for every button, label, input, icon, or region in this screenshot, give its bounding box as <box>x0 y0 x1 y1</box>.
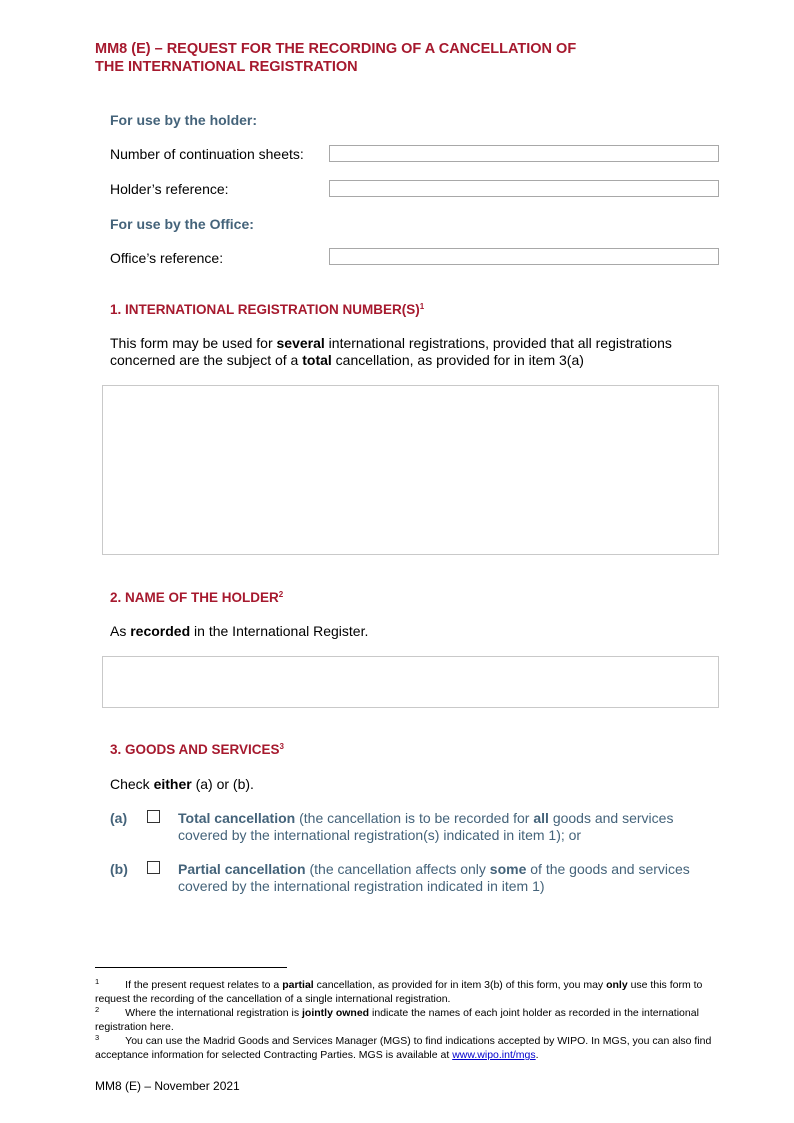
section-1-text: This form may be used for <box>110 335 277 351</box>
footnote-1-number: 1 <box>95 977 100 986</box>
footnote-2-bold-jointly-owned: jointly owned <box>302 1007 370 1019</box>
footnote-3-text: You can use the Madrid Goods and Services Manager (MGS) to find indications accepted by WIPO. In MGS, you can also find acceptance information for selected Contracting Parties. MGS is available at <box>95 1035 712 1061</box>
footnote-ref-1: 1 <box>419 302 425 311</box>
continuation-sheets-input[interactable] <box>329 145 719 162</box>
holder-use-heading: For use by the holder: <box>110 112 258 128</box>
option-a-bold-all: all <box>533 810 549 826</box>
section-2-text: in the International Register. <box>190 623 369 639</box>
section-1-description <box>110 335 720 369</box>
holder-reference-label: Holder’s reference: <box>110 181 229 197</box>
continuation-sheets-label: Number of continuation sheets: <box>110 146 304 162</box>
form-title <box>95 40 735 76</box>
form-title-line2: THE INTERNATIONAL REGISTRATION <box>95 59 358 75</box>
section-3-text: (a) or (b). <box>191 776 254 792</box>
holder-reference-input[interactable] <box>329 180 719 197</box>
total-cancellation-checkbox[interactable] <box>147 810 160 823</box>
holder-name-field[interactable] <box>102 656 719 708</box>
section-1-heading <box>110 302 424 317</box>
office-reference-input[interactable] <box>329 248 719 265</box>
option-b-desc: of the goods and services covered by the international registration indicated in item 1) <box>178 861 690 894</box>
section-1-text: international registrations, provided that all registrations concerned are the subject of a <box>110 335 672 368</box>
footnote-1 <box>95 975 720 1006</box>
footnote-3-text: . <box>535 1049 539 1061</box>
footnote-3-number: 3 <box>95 1033 100 1042</box>
footnote-1-text: cancellation, as provided for in item 3(b) of this form, you may <box>313 979 607 991</box>
section-3-instruction <box>110 776 720 793</box>
office-use-heading: For use by the Office: <box>110 216 254 232</box>
partial-cancellation-checkbox[interactable] <box>147 861 160 874</box>
section-3-heading <box>110 742 284 757</box>
footnote-1-text: If the present request relates to a <box>125 979 283 991</box>
footnote-ref-3: 3 <box>279 742 284 751</box>
option-b-label: Partial cancellation <box>178 861 306 877</box>
section-3-bold-either: either <box>153 776 192 792</box>
option-b-bold-some: some <box>489 861 527 877</box>
section-3-heading-text: 3. GOODS AND SERVICES <box>110 742 280 757</box>
office-reference-label: Office’s reference: <box>110 250 224 266</box>
footnote-separator <box>95 967 287 968</box>
option-b-letter: (b) <box>110 861 128 877</box>
form-title-line1: MM8 (E) – REQUEST FOR THE RECORDING OF A CANCELLATION OF <box>95 41 577 57</box>
mgs-link[interactable]: www.wipo.int/mgs <box>452 1049 536 1061</box>
section-1-text: cancellation, as provided for in item 3(a) <box>331 352 584 368</box>
footnote-ref-2: 2 <box>278 590 284 599</box>
registration-numbers-field[interactable] <box>102 385 719 555</box>
footnote-2-number: 2 <box>95 1005 100 1014</box>
option-a-text <box>178 810 723 844</box>
option-a-desc: (the cancellation is to be recorded for <box>295 810 534 826</box>
section-1-bold-total: total <box>302 352 332 368</box>
option-b-text <box>178 861 723 895</box>
section-2-heading <box>110 590 283 605</box>
section-2-description <box>110 623 720 640</box>
option-b-desc: (the cancellation affects only <box>305 861 490 877</box>
footnote-1-bold-only: only <box>606 979 628 991</box>
option-a-letter: (a) <box>110 810 128 826</box>
section-2-text: As <box>110 623 131 639</box>
footnote-3 <box>95 1031 720 1062</box>
footnote-1-text: use this form to request the recording of the cancellation of a single international registration. <box>95 979 703 1005</box>
section-2-heading-text: 2. NAME OF THE HOLDER <box>110 590 279 605</box>
footnote-2 <box>95 1003 720 1034</box>
footnote-1-bold-partial: partial <box>282 979 314 991</box>
option-a-desc: goods and services covered by the international registration(s) indicated in item 1); or <box>178 810 674 843</box>
footnote-2-text: indicate the names of each joint holder as recorded in the international registration here. <box>95 1007 699 1033</box>
section-1-bold-several: several <box>276 335 325 351</box>
footnote-2-text: Where the international registration is <box>125 1007 303 1019</box>
section-1-heading-text: 1. INTERNATIONAL REGISTRATION NUMBER(S) <box>110 302 420 317</box>
page-footer: MM8 (E) – November 2021 <box>95 1079 240 1093</box>
section-3-text: Check <box>110 776 154 792</box>
section-2-bold-recorded: recorded <box>130 623 191 639</box>
option-a-label: Total cancellation <box>178 810 296 826</box>
